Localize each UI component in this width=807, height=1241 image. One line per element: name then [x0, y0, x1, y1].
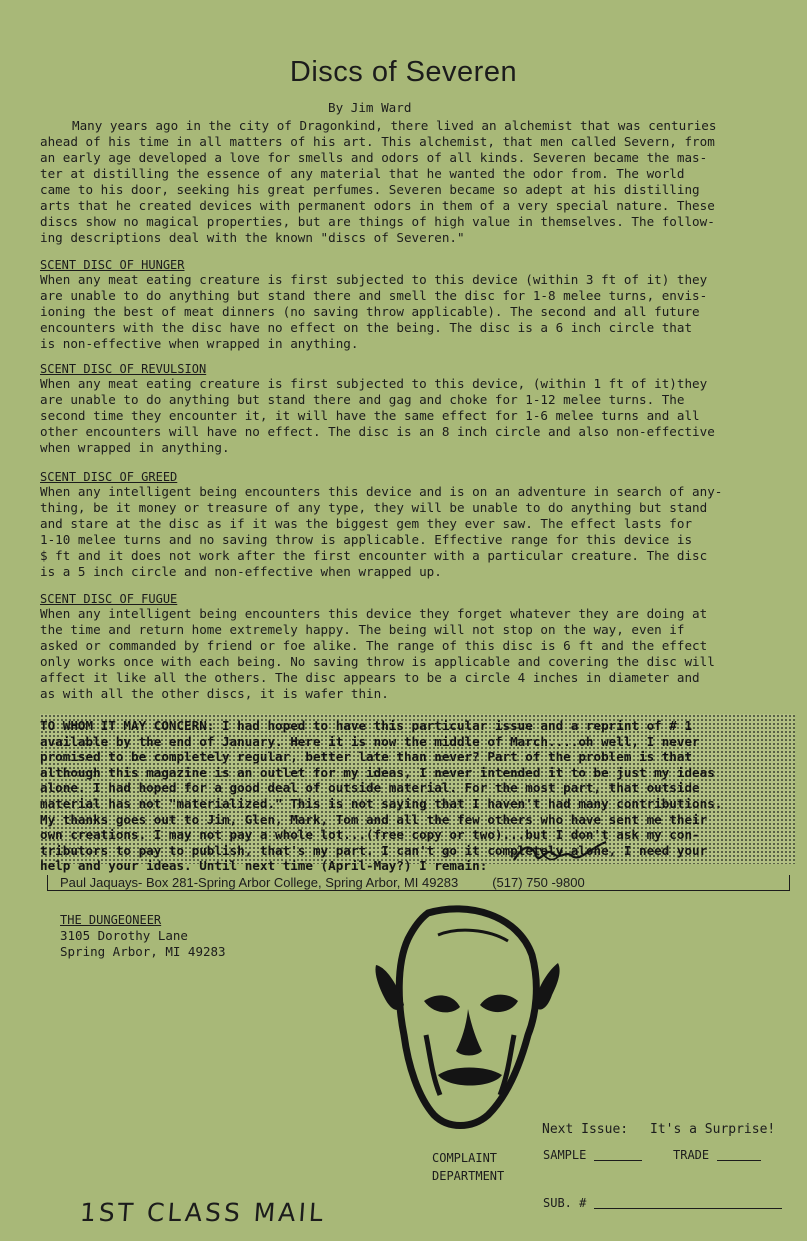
section-body: When any meat eating creature is first subjected to this device (within 3 ft of it) they are unable to do anything but stand there and smell the disc for 1-8 melee turns, envis- ioning the best of meat dinners (no saving throw applicable). The second and all future encounters with the disc have no effect on the being. The disc is a 6 inch circle that is non-effective when wrapped in anything. [40, 272, 708, 351]
signature-scribble-icon [510, 838, 610, 868]
next-issue-value: It's a Surprise! [650, 1122, 776, 1137]
section-fugue [40, 592, 790, 702]
section-hunger [40, 258, 790, 352]
complaint-line1: COMPLAINT [432, 1151, 498, 1165]
section-heading: SCENT DISC OF FUGUE [40, 592, 178, 606]
section-heading: SCENT DISC OF HUNGER [40, 258, 185, 272]
magazine-name: THE DUNGEONEER [60, 913, 162, 927]
byline: By Jim Ward [328, 100, 412, 115]
section-heading: SCENT DISC OF GREED [40, 470, 178, 484]
next-issue-label: Next Issue: [542, 1122, 629, 1137]
street-address: 3105 Dorothy Lane [60, 928, 188, 943]
sample-blank [594, 1160, 642, 1161]
bald-face-illustration-icon [368, 905, 568, 1140]
class-mail-handwriting: 1ST CLASS MAIL [78, 1198, 327, 1227]
section-body: When any intelligent being encounters this device and is on an adventure in search of any- thing, be it money or treasure of any type, they will be unable to do anything but stand and stare at the disc as if it was the biggest gem they ever saw. The effect lasts for 1-10 melee turns and no saving throw is applicable. Effective range for this device is $ ft and it does not work after the first encounter with a particular creature. The disc is a 5 inch circle and non-effective when wrapped up. [40, 484, 723, 579]
article-title: Discs of Severen [289, 56, 518, 88]
trade-label: TRADE [673, 1148, 710, 1162]
complaint-line2: DEPARTMENT [432, 1169, 505, 1183]
section-greed [40, 470, 790, 580]
notice-text: TO WHOM IT MAY CONCERN: I had hoped to have this particular issue and a reprint of # 1 available by the end of January. Here it is now the middle of March....oh well, I never promised to be completely regular, better late than never? Part of the problem is that although this magazine is an outlet for my ideas, I never intended it to be just my ideas alone. I had hoped for a good deal of outside material. For the most part, that outside material has not "materialized." This is not saying that I haven't had many contributions. My thanks goes out to Jim, Glen, Mark, Tom and all the few others who have sent me their own creations. I may not pay a whole lot...(free copy or two)...but I don't ask my con- tributors to pay to publish, that's my part. I can't go it completely alone, I need your help and your ideas. Until next time (April-May?) I remain: [40, 718, 723, 874]
section-revulsion [40, 362, 790, 456]
sub-label: SUB. # [543, 1196, 587, 1210]
address-text: Paul Jaquays- Box 281-Spring Arbor College, Spring Arbor, MI 49283 [60, 875, 459, 890]
intro [40, 118, 790, 246]
city-address: Spring Arbor, MI 49283 [60, 944, 226, 959]
phone-number: (517) 750 -9800 [492, 875, 585, 890]
section-body: When any meat eating creature is first subjected to this device, (within 1 ft of it)they are unable to do anything but stand there and gag and choke for 1-12 melee turns. The second time they encounter it, it will have the same effect for 1-6 melee turns and all other encounters will have no effect. The disc is an 8 inch circle and also non-effective when wrapped in anything. [40, 376, 715, 455]
trade-blank [717, 1160, 761, 1161]
sample-label: SAMPLE [543, 1148, 587, 1162]
intro-paragraph: Many years ago in the city of Dragonkind, there lived an alchemist that was centuries ahead of his time in all matters of his art. This alchemist, that men called Severn, from an early age developed a love for smells and odors of all kinds. Severen became the mas- ter at distilling the essence of any material that he wanted the odor from. The world came to his door, seeking his great perfumes. Severen became so adept at his distilling arts that he created devices with permanent odors in them of a very special nature. These discs show no magical properties, but are things of high value in themselves. The follow- ing descriptions deal with the known "discs of Severen." [40, 118, 717, 245]
sub-blank [594, 1208, 782, 1209]
section-body: When any intelligent being encounters this device they forget whatever they are doing at the time and return home extremely happy. The being will not stop on the way, even if asked or commanded by friend or foe alike. The range of this disc is 6 ft and the effect only works once with each being. No saving throw is applicable and covering the disc will affect it like all the others. The disc appears to be a circle 4 inches in diameter and as with all the other discs, it is wafer thin. [40, 606, 715, 701]
address-bar [47, 875, 790, 891]
section-heading: SCENT DISC OF REVULSION [40, 362, 207, 376]
